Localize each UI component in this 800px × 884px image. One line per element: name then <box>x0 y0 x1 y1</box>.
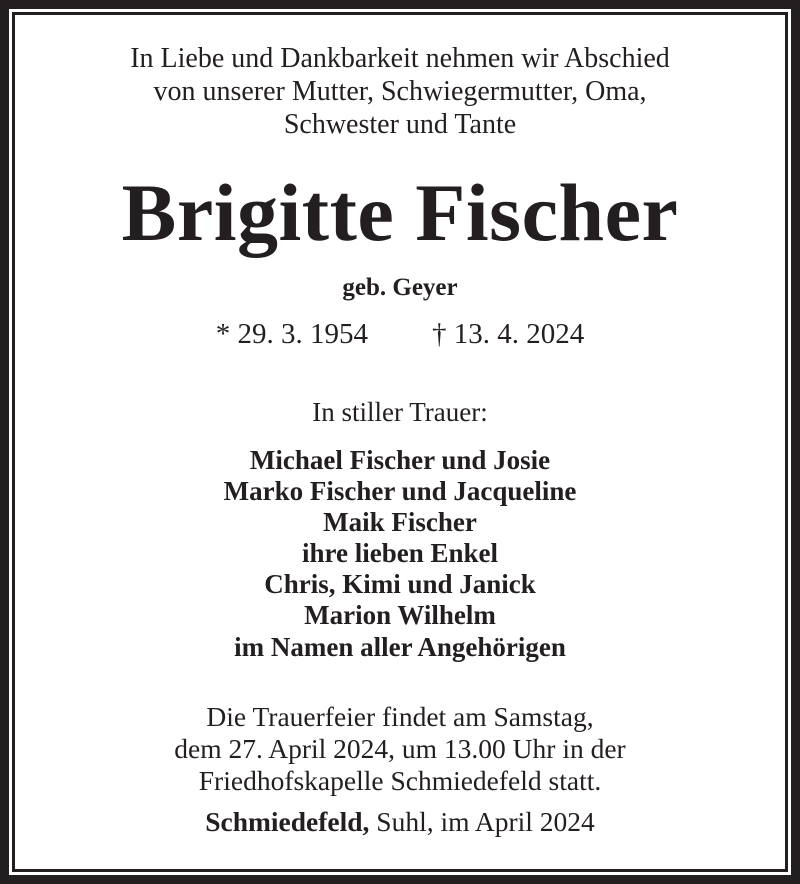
funeral-info: dem 27. April 2024, um 13.00 Uhr in der <box>174 733 626 764</box>
death-date: † 13. 4. 2024 <box>432 318 585 350</box>
intro-line: In Liebe und Dankbarkeit nehmen wir Abschied <box>130 43 670 74</box>
place-rest: Suhl, im April 2024 <box>369 806 595 837</box>
mourner: im Namen aller Angehörigen <box>234 632 566 662</box>
funeral-info: Die Trauerfeier findet am Samstag, <box>206 701 594 732</box>
deceased-name: Brigitte Fischer <box>121 167 679 258</box>
mourner: Marion Wilhelm <box>304 600 496 630</box>
mourning-heading: In stiller Trauer: <box>312 397 488 427</box>
mourner: Marko Fischer und Jacqueline <box>223 476 577 506</box>
place-date <box>0 808 800 836</box>
birth-name: geb. Geyer <box>342 274 458 301</box>
mourner: Maik Fischer <box>323 507 477 537</box>
intro-line: von unserer Mutter, Schwiegermutter, Oma, <box>153 76 647 107</box>
birth-date: * 29. 3. 1954 <box>215 318 368 350</box>
place-bold: Schmiedefeld, <box>205 806 370 837</box>
funeral-info: Friedhofskapelle Schmiedefeld statt. <box>198 765 602 796</box>
mourner: ihre lieben Enkel <box>301 538 499 568</box>
mourner: Michael Fischer und Josie <box>249 445 551 475</box>
dates <box>0 320 800 349</box>
intro-line: Schwester und Tante <box>283 109 517 140</box>
mourner: Chris, Kimi und Janick <box>264 569 536 599</box>
